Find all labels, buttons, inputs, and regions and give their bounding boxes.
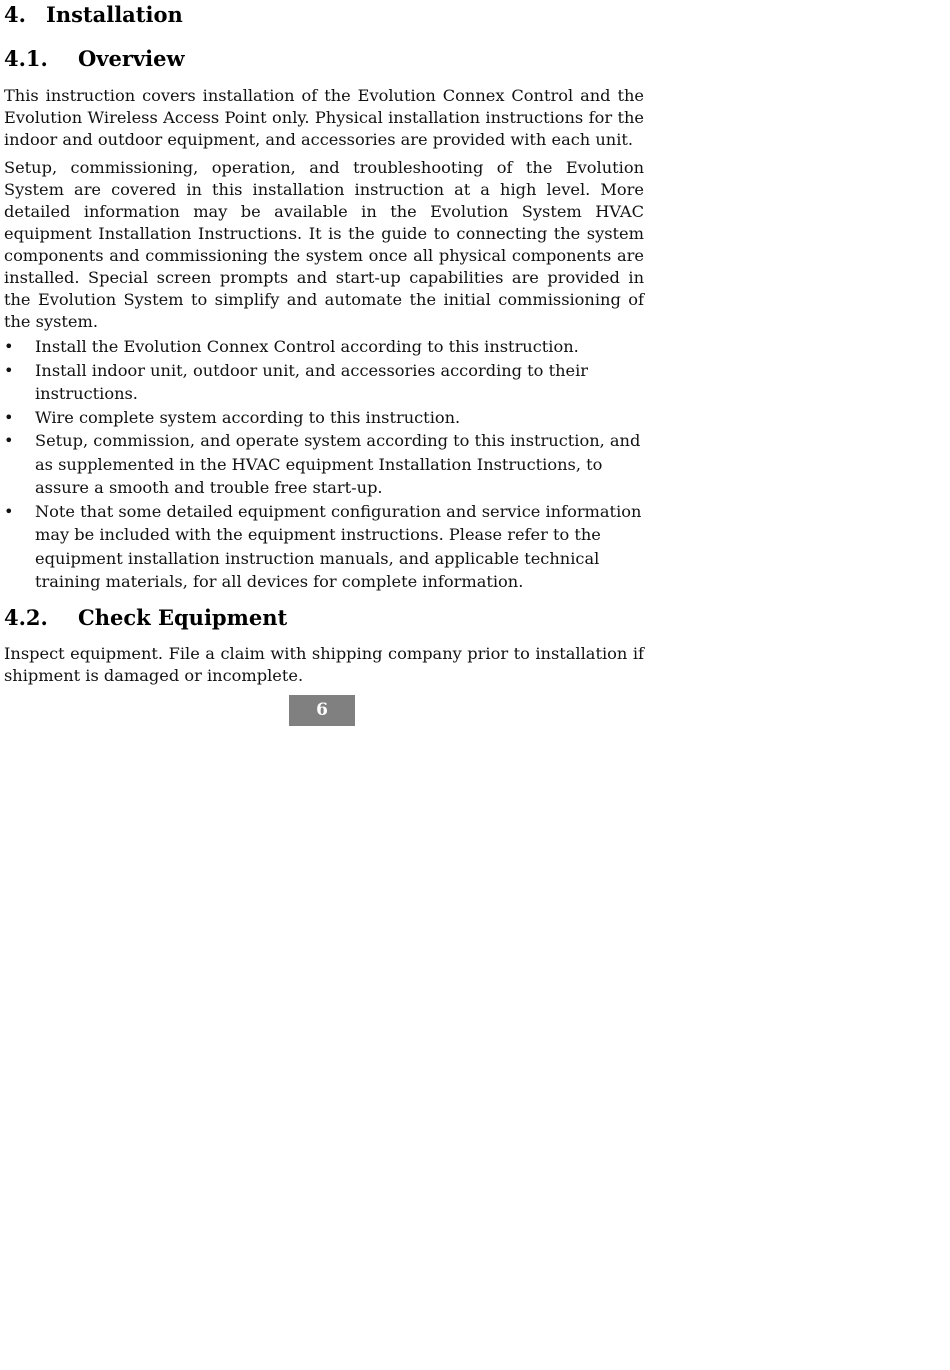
list-item-text: Setup, commission, and operate system according to this instruction, and as supplemented in the HVAC equipment Installation Instructions, to assure a smooth and trouble free start-up. xyxy=(35,431,641,497)
section-4-title: Installation xyxy=(46,2,183,27)
section-4-1-heading xyxy=(4,45,644,72)
section-4-2-number: 4.2. xyxy=(4,604,48,630)
section-4-number: 4. xyxy=(4,2,26,27)
bullet-marker: • xyxy=(4,407,14,427)
section-4-1-number: 4.1. xyxy=(4,46,48,71)
bullet-marker: • xyxy=(4,501,14,521)
bullet-marker: • xyxy=(4,360,14,380)
overview-paragraph-2: Setup, commissioning, operation, and troubleshooting of the Evolution System are covered in this installation instruction at a high level. More detailed information may be available in the Evolution System HVAC equipment Installation Instructions. It is the guide to connecting the system components and commissioning the system once all physical components are installed. Special screen prompts and start-up capabilities are provided in the Evolution System to simplify and automate the initial commissioning of the system. xyxy=(4,158,644,331)
list-item-text: Wire complete system according to this instruction. xyxy=(35,407,461,427)
document-page xyxy=(4,0,644,687)
section-4-1-title: Overview xyxy=(78,46,185,71)
check-equipment-paragraph: Inspect equipment. File a claim with shipping company prior to installation if shipment is damaged or incomplete. xyxy=(4,643,644,685)
list-item-text: Note that some detailed equipment configuration and service information may be included with the equipment instructions. Please refer to the equipment installation instruction manuals, and applicable technical training materials, for all devices for complete information. xyxy=(35,501,642,591)
list-item-text: Install the Evolution Connex Control according to this instruction. xyxy=(35,337,579,356)
list-item xyxy=(4,359,644,406)
section-4-2-title: Check Equipment xyxy=(78,604,288,630)
list-item xyxy=(4,429,644,500)
list-item xyxy=(4,335,644,359)
section-4-heading xyxy=(4,1,644,28)
overview-paragraph-1: This instruction covers installation of the Evolution Connex Control and the Evolution Wireless Access Point only. Physical installation instructions for the indoor and outdoor equipment, and accessories are provided with each unit. xyxy=(4,86,644,149)
page-number-badge: 6 xyxy=(289,695,355,726)
list-item xyxy=(4,500,644,594)
list-item xyxy=(4,406,644,430)
bullet-marker: • xyxy=(4,337,14,356)
bullet-marker: • xyxy=(4,431,14,450)
section-4-2-heading xyxy=(4,604,644,631)
list-item-text: Install indoor unit, outdoor unit, and accessories according to their instructions. xyxy=(35,360,588,403)
overview-bullet-list xyxy=(4,335,644,594)
